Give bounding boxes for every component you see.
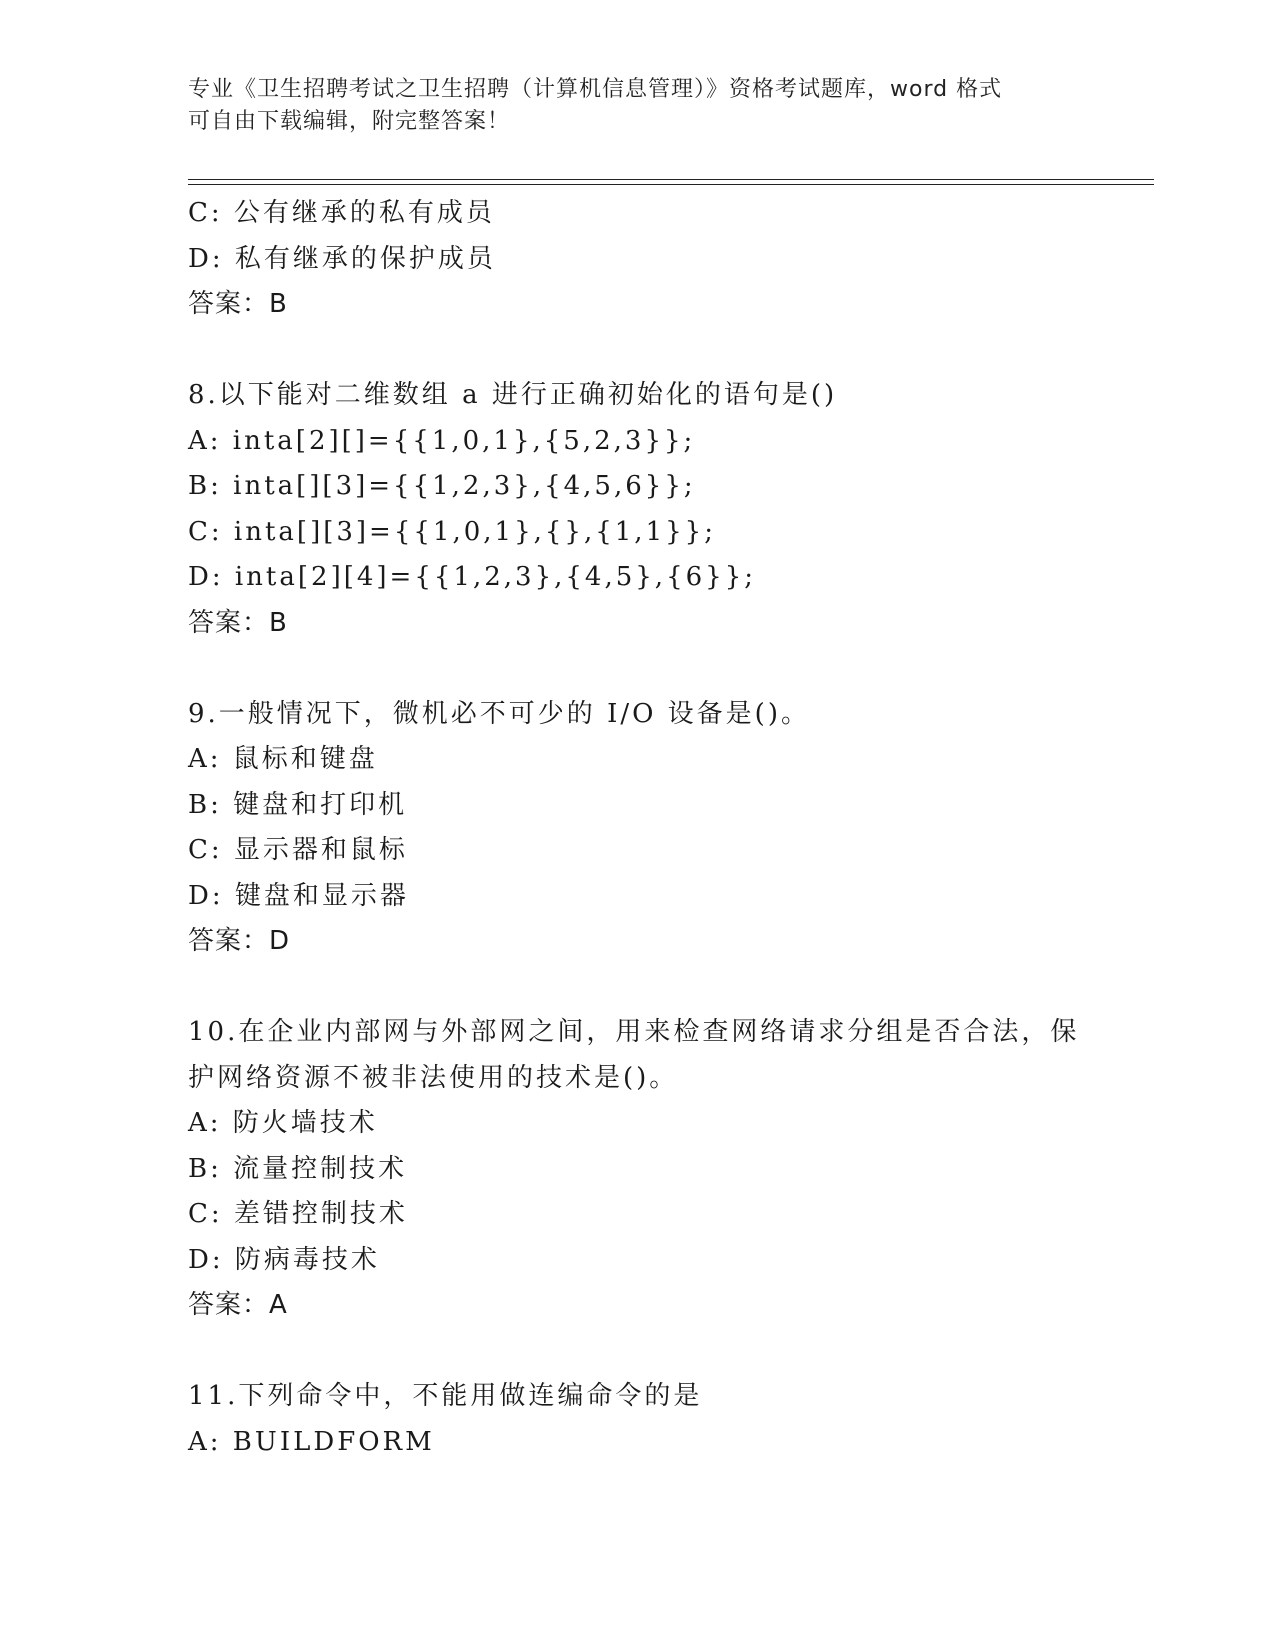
option-d: D: 防病毒技术 (188, 1244, 380, 1275)
question-text: 8.以下能对二维数组 a 进行正确初始化的语句是() (188, 380, 838, 410)
option-b: B: 键盘和打印机 (188, 789, 408, 820)
answer-line: 答案：D (188, 926, 291, 956)
option-d: D: inta[2][4]={{1,2,3},{4,5},{6}}; (188, 562, 756, 592)
question-block-9 (188, 692, 1128, 965)
question-text: 9.一般情况下，微机必不可少的 I/O 设备是()。 (188, 698, 810, 729)
option-c: C: 公有继承的私有成员 (188, 198, 495, 228)
question-block-7-tail (188, 191, 1128, 328)
header-line-2: 可自由下载编辑，附完整答案！ (188, 109, 511, 134)
question-block-10 (188, 1010, 1128, 1329)
option-d: D: 私有继承的保护成员 (188, 243, 496, 274)
option-c: C: inta[][3]={{1,0,1},{},{1,1}}; (188, 516, 716, 547)
option-c: C: 显示器和鼠标 (188, 835, 408, 865)
spacer (188, 1329, 1128, 1375)
question-block-11 (188, 1374, 1128, 1465)
spacer (188, 328, 1128, 374)
answer-line: 答案：B (188, 607, 288, 638)
document-body (188, 191, 1128, 1465)
question-text-continued: 护网络资源不被非法使用的技术是()。 (188, 1062, 679, 1093)
header-rule-bottom (188, 184, 1154, 185)
document-header (188, 74, 1088, 138)
option-d: D: 键盘和显示器 (188, 880, 409, 911)
spacer (188, 965, 1128, 1011)
question-text: 10.在企业内部网与外部网之间，用来检查网络请求分组是否合法，保 (188, 1017, 1080, 1047)
option-b: B: inta[][3]={{1,2,3},{4,5,6}}; (188, 471, 696, 501)
spacer (188, 646, 1128, 692)
question-block-8 (188, 373, 1128, 646)
option-b: B: 流量控制技术 (188, 1153, 408, 1184)
option-a: A: 防火墙技术 (188, 1108, 378, 1138)
answer-line: 答案：B (188, 289, 288, 319)
option-c: C: 差错控制技术 (188, 1199, 408, 1229)
question-text: 11.下列命令中，不能用做连编命令的是 (188, 1381, 703, 1411)
option-a: A: inta[2][]={{1,0,1},{5,2,3}}; (188, 425, 696, 456)
header-rule-top (188, 179, 1154, 180)
header-line-1: 专业《卫生招聘考试之卫生招聘（计算机信息管理）》资格考试题库，word 格式 (188, 77, 1003, 102)
option-a: A: BUILDFORM (188, 1426, 435, 1457)
option-a: A: 鼠标和键盘 (188, 744, 378, 774)
answer-line: 答案：A (188, 1290, 288, 1320)
